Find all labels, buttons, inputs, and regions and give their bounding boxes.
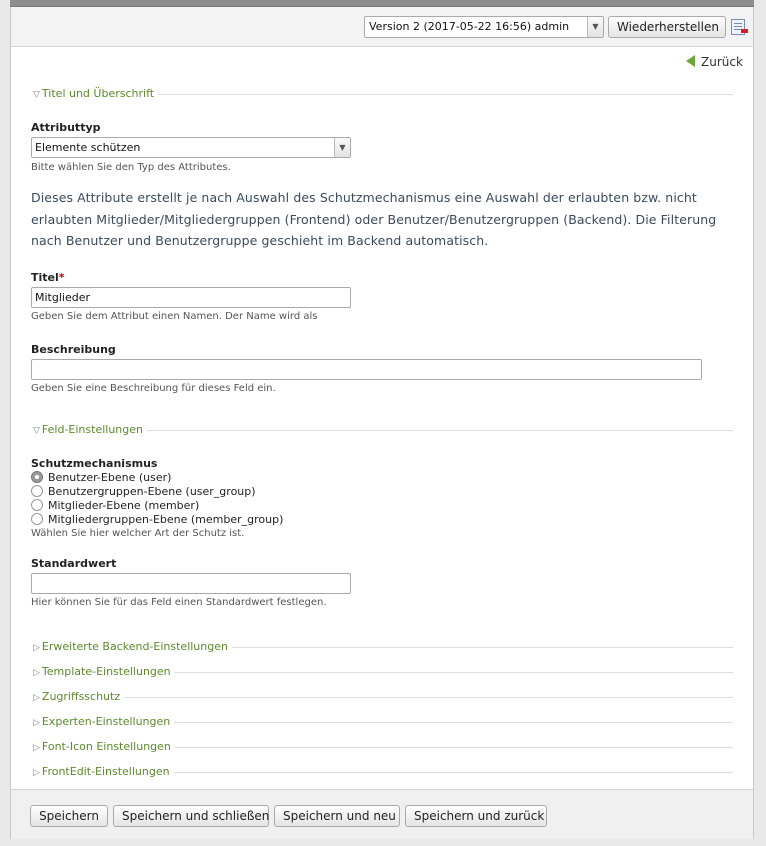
protection-help: Wählen Sie hier welcher Art der Schutz ist. [31,528,245,539]
triangle-right-icon: ▷ [33,743,40,753]
section-access-protection[interactable] [31,690,733,704]
default-value-help: Hier können Sie für das Feld einen Standardwert festlegen. [31,597,327,608]
section-label: FrontEdit-Einstellungen [41,765,170,778]
back-arrow-icon [686,55,695,67]
version-select-value: Version 2 (2017-05-22 16:56) admin [369,20,570,33]
chevron-down-icon[interactable]: ▼ [334,138,350,157]
diff-icon[interactable] [731,19,745,35]
save-and-back-button[interactable]: Speichern und zurück [405,805,547,827]
edit-panel [10,7,754,839]
radio-option-member-group[interactable] [31,513,283,527]
triangle-right-icon: ▷ [33,768,40,778]
description-input[interactable] [31,359,702,380]
description-help: Geben Sie eine Beschreibung für dieses Feld ein. [31,383,276,394]
triangle-down-icon: ▽ [33,90,40,100]
section-label: Zugriffsschutz [41,690,121,703]
radio-label: Mitglieder-Ebene (member) [48,499,200,512]
description-label: Beschreibung [31,343,116,356]
save-and-new-button[interactable]: Speichern und neu [274,805,400,827]
save-button[interactable]: Speichern [30,805,108,827]
title-input[interactable]: Mitglieder [31,287,351,308]
save-bar [11,789,753,839]
legend-field-settings-label: Feld-Einstellungen [41,423,143,436]
triangle-down-icon: ▽ [33,426,40,436]
attribute-type-value: Elemente schützen [35,141,141,154]
section-label: Template-Einstellungen [41,665,171,678]
back-link-label: Zurück [701,55,743,69]
section-label: Erweiterte Backend-Einstellungen [41,640,228,653]
radio-label: Mitgliedergruppen-Ebene (member_group) [48,513,284,526]
legend-field-settings[interactable] [31,423,733,437]
radio-selected-icon[interactable] [31,471,43,483]
triangle-right-icon: ▷ [33,668,40,678]
radio-option-user-group[interactable] [31,485,256,499]
default-value-label: Standardwert [31,557,117,570]
back-link[interactable] [686,55,743,69]
attribute-type-help: Bitte wählen Sie den Typ des Attributes. [31,162,231,173]
section-label: Font-Icon Einstellungen [41,740,171,753]
default-value-input[interactable] [31,573,351,594]
section-label: Experten-Einstellungen [41,715,171,728]
triangle-right-icon: ▷ [33,643,40,653]
top-header-bar [10,0,754,7]
radio-label: Benutzergruppen-Ebene (user_group) [48,485,256,498]
section-template-settings[interactable] [31,665,733,679]
radio-icon[interactable] [31,499,43,511]
title-label [31,271,65,284]
section-advanced-backend[interactable] [31,640,733,654]
version-select[interactable] [364,16,604,38]
radio-option-user[interactable] [31,471,171,485]
radio-icon[interactable] [31,485,43,497]
attribute-type-select[interactable] [31,137,351,158]
triangle-right-icon: ▷ [33,693,40,703]
required-mark: * [58,271,65,284]
chevron-down-icon[interactable]: ▼ [587,17,603,37]
section-font-icon-settings[interactable] [31,740,733,754]
attribute-description-text: Dieses Attribute erstellt je nach Auswahl des Schutzmechanismus eine Auswahl der erlaubten bzw. nicht erlaubten Mitglieder/Mitgliedergruppen (Frontend) oder Benutzer/Benutzergruppen (Backend). Die Filterung nach Benutzer und Benutzergruppe geschieht im Backend automatisch. [31,190,717,248]
radio-label: Benutzer-Ebene (user) [48,471,172,484]
radio-icon[interactable] [31,513,43,525]
radio-option-member[interactable] [31,499,199,513]
title-help: Geben Sie dem Attribut einen Namen. Der Name wird als [31,311,318,322]
attribute-type-label: Attributtyp [31,121,101,134]
section-frontedit-settings[interactable] [31,765,733,779]
legend-title-label: Titel und Überschrift [41,87,155,100]
version-bar [11,7,753,47]
triangle-right-icon: ▷ [33,718,40,728]
legend-divider [31,697,733,698]
protection-label: Schutzmechanismus [31,457,158,470]
save-and-close-button[interactable]: Speichern und schließen [113,805,269,827]
section-expert-settings[interactable] [31,715,733,729]
legend-title-heading[interactable] [31,87,733,101]
restore-button[interactable]: Wiederherstellen [608,16,726,38]
title-label-text: Titel [31,271,59,284]
